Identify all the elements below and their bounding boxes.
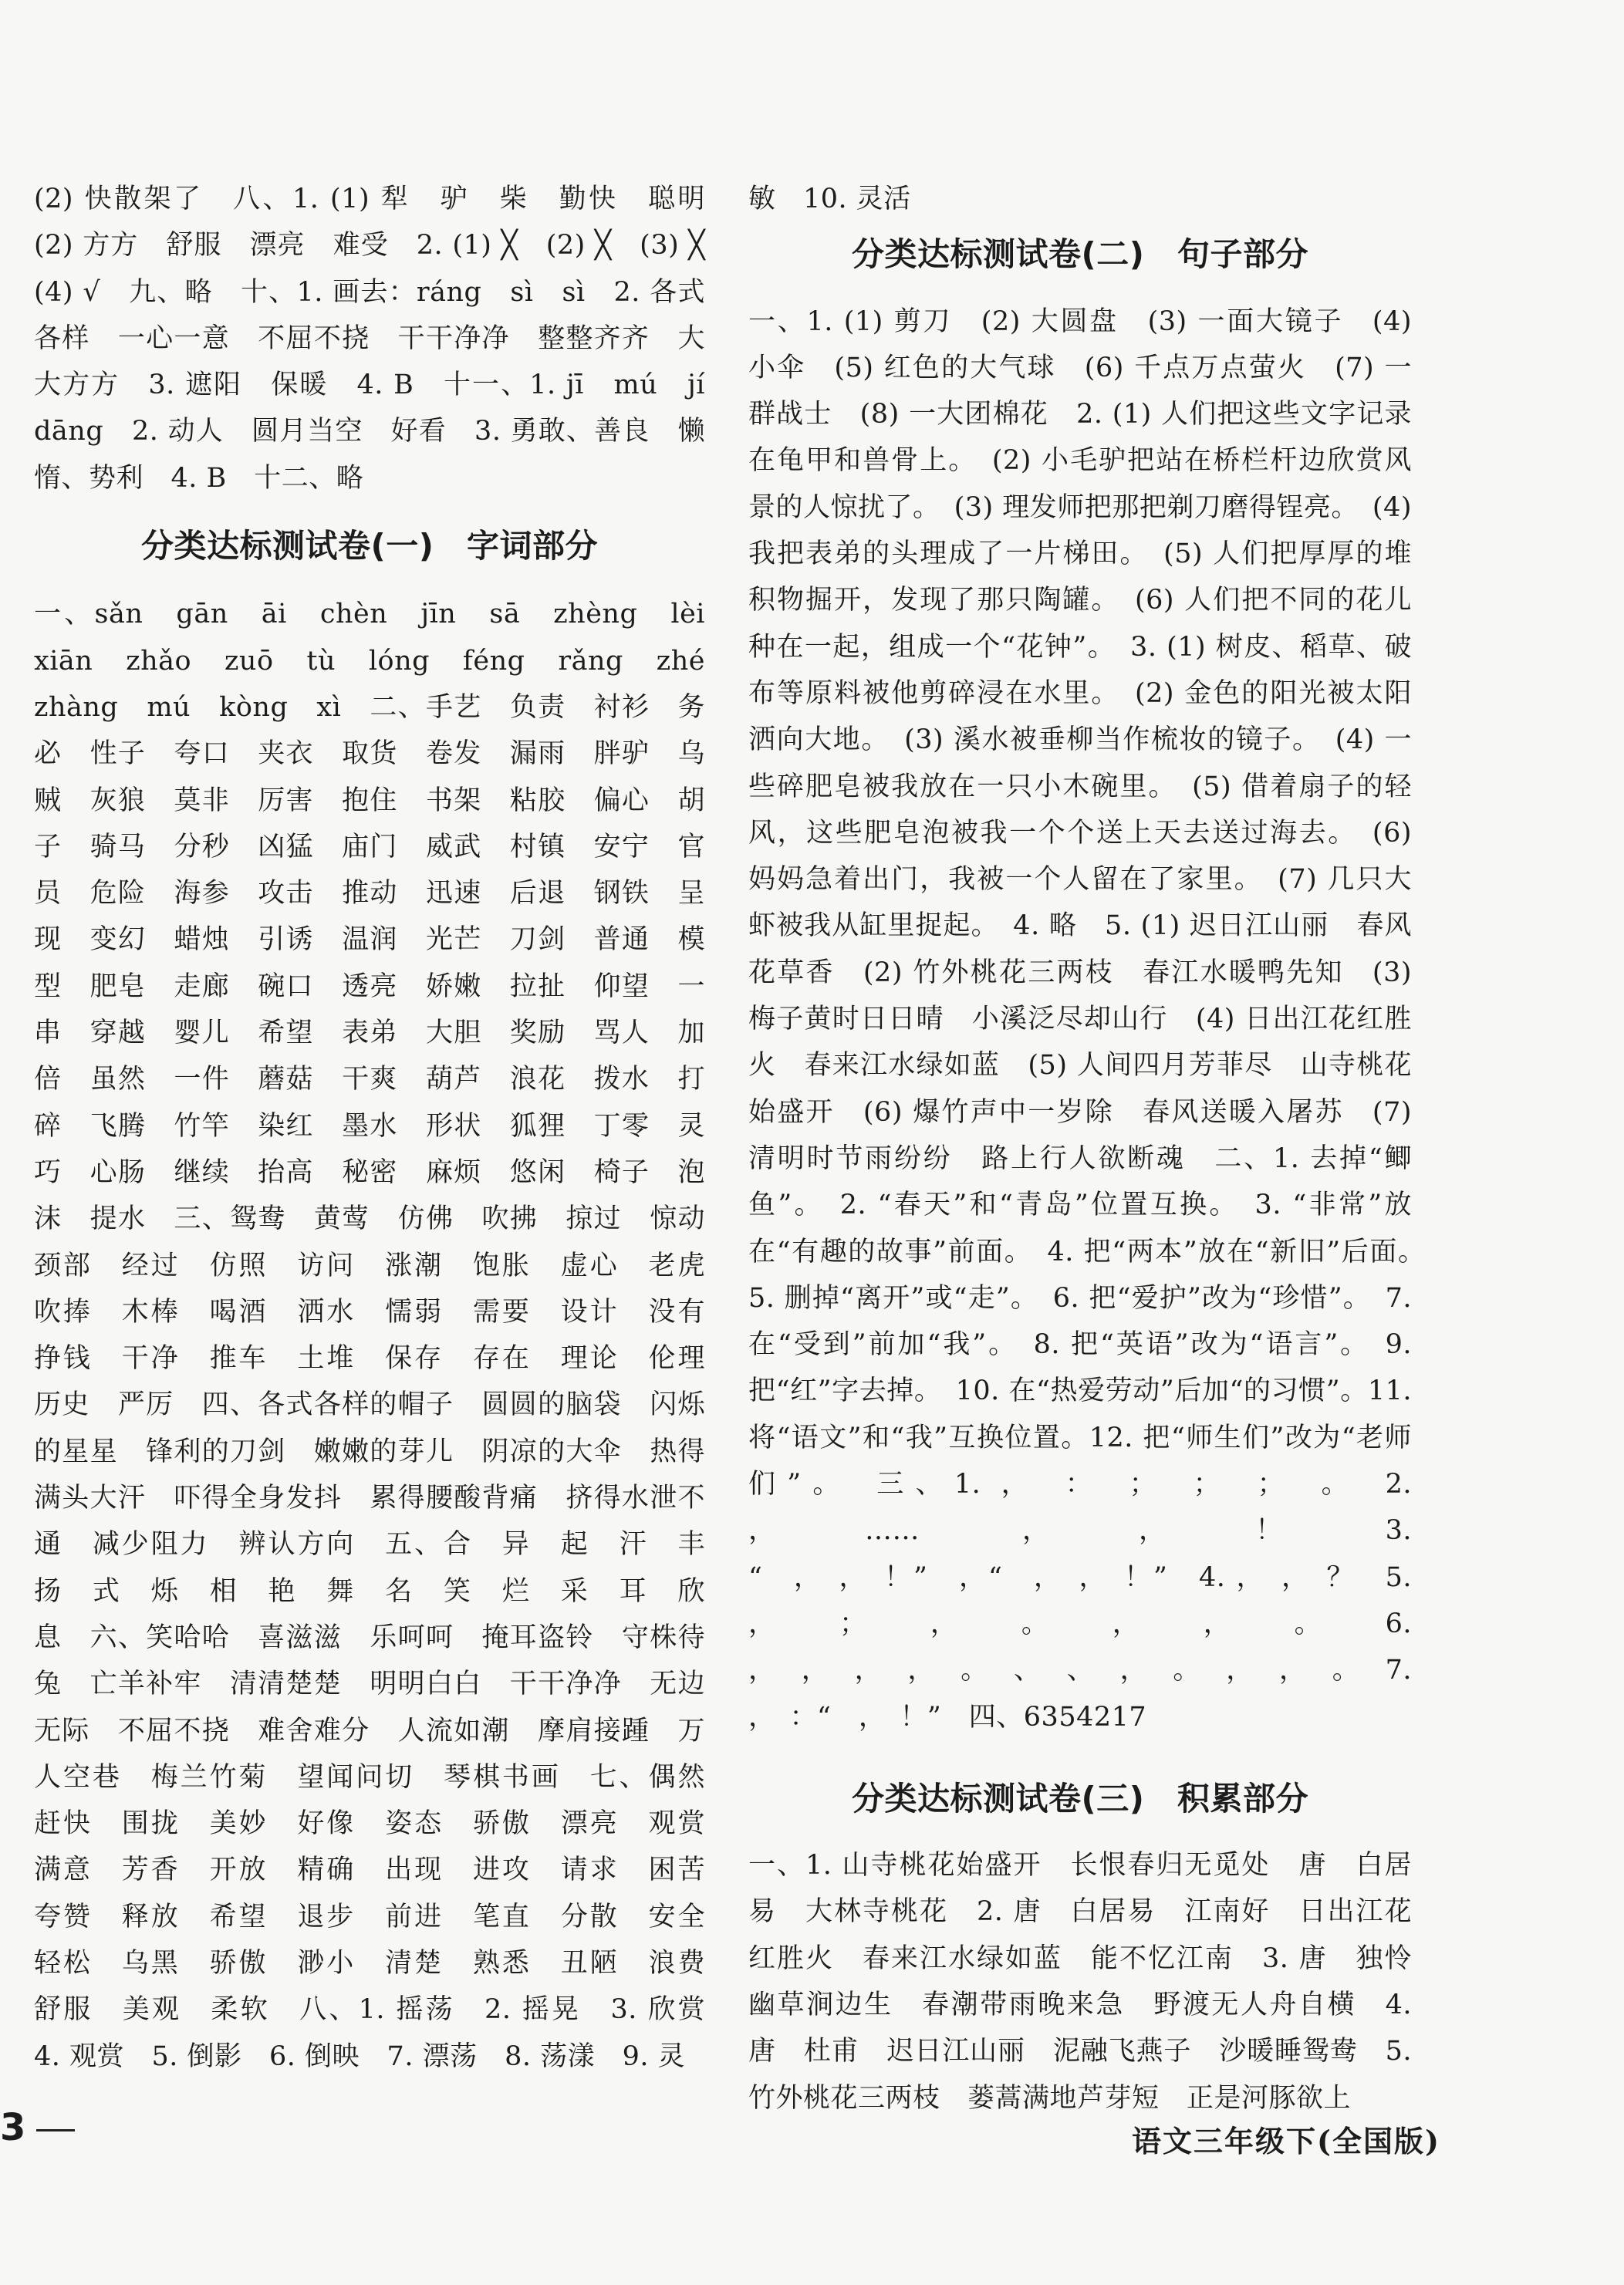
answer-paragraph: (2) 快散架了 八、1. (1) 犁 驴 柴 勤快 聪明 (2) 方方 舒服 漂亮 难受 2. (1) ╳ (2) ╳ (3) ╳ (4) √ 九、略 十、1. 画去：ráng sì sì 2. 各式各样 一心一意 不屈不挠 干干净净 整整齐齐 大大方方 3. 遮阳 保暖 4. B 十一、1. jī mú jí dāng 2. 动人 圆月当空 好看 3. 勇敢、善良 懒惰、势利 4. B 十二、略 [34,184,733,494]
right-column [748,176,1440,2121]
section-heading: 分类达标测试卷(一) 字词部分 [141,527,598,565]
page-number [0,2106,75,2149]
answer-paragraph: 一、1. 山寺桃花始盛开 长恨春归无觅处 唐 白居易 大林寺桃花 2. 唐 白居易 江南好 日出江花红胜火 春来江水绿如蓝 能不忆江南 3. 唐 独怜幽草涧边生 春潮带雨晚来急 野渡无人舟自横 4. 唐 杜甫 迟日江山丽 泥融飞燕子 沙暖睡鸳鸯 5. 竹外桃花三两枝 蒌蒿满地芦芽短 正是河豚欲上 [748,1850,1412,2114]
answer-paragraph: 一、sǎn gān āi chèn jīn sā zhèng lèi xiān zhǎo zuō tù lóng féng rǎng zhé zhàng mú kòng xì 二、手艺 负责 衬衫 务必 性子 夸口 夹衣 取货 卷发 漏雨 胖驴 乌贼 灰狼 莫非 厉害 抱住 书架 粘胶 偏心 胡子 骑马 分秒 凶猛 庙门 威武 村镇 安宁 官员 危险 海参 攻击 推动 迅速 后退 钢铁 呈现 变幻 蜡烛 引诱 温润 光芒 刀剑 普通 模型 肥皂 走廊 碗口 透亮 娇嫩 拉扯 仰望 一串 穿越 婴儿 希望 表弟 大胆 奖励 骂人 加倍 虽然 一件 蘑菇 干爽 葫芦 浪花 拨水 打碎 飞腾 竹竿 染红 墨水 形状 狐狸 丁零 灵巧 心肠 继续 抬高 秘密 麻烦 悠闲 椅子 泡沫 提水 三、鸳鸯 黄莺 仿佛 吹拂 掠过 惊动 颈部 经过 仿照 访问 涨潮 饱胀 虚心 老虎 吹捧 木棒 喝酒 洒水 懦弱 需要 设计 没有 挣钱 干净 推车 土堆 保存 存在 理论 伦理 历史 严厉 四、各式各样的帽子 圆圆的脑袋 闪烁的星星 锋利的刀剑 嫩嫩的芽儿 阴凉的大伞 热得满头大汗 吓得全身发抖 累得腰酸背痛 挤得水泄不通 减少阻力 辨认方向 五、合 异 起 汗 丰 扬 式 烁 相 艳 舞 名 笑 烂 采 耳 欣 息 六、笑哈哈 喜滋滋 乐呵呵 掩耳盗铃 守株待兔 亡羊补牢 清清楚楚 明明白白 干干净净 无边无际 不屈不挠 难舍难分 人流如潮 摩肩接踵 万人空巷 梅兰竹菊 望闻问切 琴棋书画 七、偶然 赶快 围拢 美妙 好像 姿态 骄傲 漂亮 观赏 满意 芳香 开放 精确 出现 进攻 请求 困苦 夸赞 释放 希望 退步 前进 笔直 分散 安全 轻松 乌黑 骄傲 渺小 清楚 熟悉 丑陋 浪费 舒服 美观 柔软 八、1. 摇荡 2. 摇晃 3. 欣赏 4. 观赏 5. 倒影 6. 倒映 7. 漂荡 8. 荡漾 9. 灵 [34,599,733,2072]
answer-paragraph: 一、1. (1) 剪刀 (2) 大圆盘 (3) 一面大镜子 (4) 小伞 (5) 红色的大气球 (6) 千点万点萤火 (7) 一群战士 (8) 一大团棉花 2. (1) 人们把这些文字记录在龟甲和兽骨上。 (2) 小毛驴把站在桥栏杆边欣赏风景的人惊扰了。 (3) 理发师把那把剃刀磨得锃亮。 (4) 我把表弟的头理成了一片梯田。 (5) 人们把厚厚的堆积物掘开，发现了那只陶罐。 (6) 人们把不同的花儿种在一起，组成一个“花钟”。 3. (1) 树皮、稻草、破布等原料被他剪碎浸在水里。 (2) 金色的阳光被太阳洒向大地。 (3) 溪水被垂柳当作梳妆的镜子。 (4) 一些碎肥皂被我放在一只小木碗里。 (5) 借着扇子的轻风，这些肥皂泡被我一个个送上天去送过海去。 (6) 妈妈急着出门，我被一个人留在了家里。 (7) 几只大虾被我从缸里捉起。 4. 略 5. (1) 迟日江山丽 春风花草香 (2) 竹外桃花三两枝 春江水暖鸭先知 (3) 梅子黄时日日晴 小溪泛尽却山行 (4) 日出江花红胜火 春来江水绿如蓝 (5) 人间四月芳菲尽 山寺桃花始盛开 (6) 爆竹声中一岁除 春风送暖入屠苏 (7) 清明时节雨纷纷 路上行人欲断魂 二、1. 去掉“鲫鱼”。 2. “春天”和“青岛”位置互换。 3. “非常”放在“有趣的故事”前面。 4. 把“两本”放在“新旧”后面。 5. 删掉“离开”或“走”。 6. 把“爱护”改为“珍惜”。 7. 在“受到”前加“我”。 8. 把“英语”改为“语言”。 9. 把“红”字去掉。 10. 在“热爱劳动”后加“的习惯”。11. 将“语文”和“我”互换位置。12. 把“师生们”改为“老师们”。 三、1. ， ： ； ； ； 。 2. ， …… ， ， ！ 3. “ ， ， ！” ，“ ， ， ！” 4. ， ， ？ 5. ， ； ， 。 ， ， 。 6. ， ， ， ， 。 、 、 ， 。 ， ， 。 7. ， ：“ ， ！” 四、6354217 [748,305,1440,1733]
book-title-footer: 语文三年级下(全国版) [1132,2124,1440,2158]
answer-paragraph: 敏 10. 灵活 [748,184,911,214]
left-column [34,176,733,2080]
page-number-value: 3 [0,2106,26,2149]
section-heading: 分类达标测试卷(三) 积累部分 [852,1779,1308,1818]
section-heading: 分类达标测试卷(二) 句子部分 [852,235,1308,274]
page-number-dash [36,2129,75,2131]
